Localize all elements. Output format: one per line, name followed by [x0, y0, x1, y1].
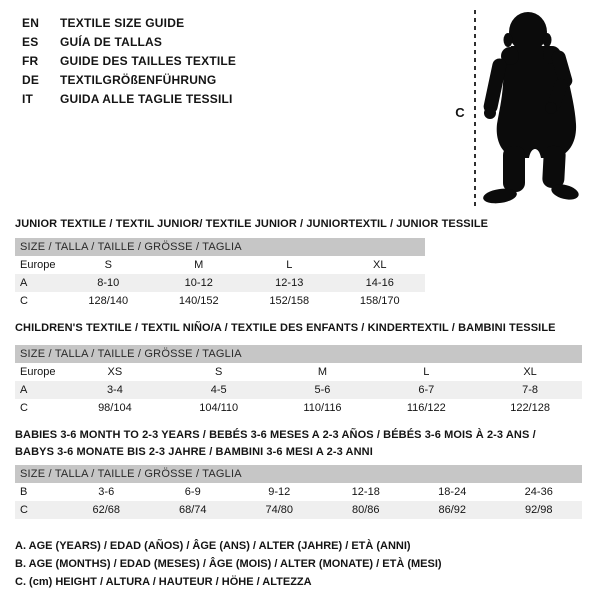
legend [15, 537, 442, 591]
table-cell: 6-7 [418, 384, 435, 396]
language-label: GUIDA ALLE TAGLIE TESSILI [60, 91, 233, 106]
language-code: DE [22, 72, 40, 87]
table-cell: 4-5 [210, 384, 227, 396]
row-label: C [20, 402, 28, 414]
table-cell: 86/92 [438, 504, 467, 516]
section-title-babies-line1: BABIES 3-6 MONTH TO 2-3 YEARS / BEBÉS 3-6 MESES A 2-3 AÑOS / BÉBÉS 3-6 MOIS À 2-3 ANS / [15, 429, 536, 441]
table-cell: 3-4 [106, 384, 123, 396]
language-label: TEXTILGRÖßENFÜHRUNG [60, 72, 217, 87]
table-cell: 24-36 [524, 486, 553, 498]
table-cell: 7-8 [522, 384, 539, 396]
language-code: IT [22, 91, 34, 106]
table-cell: 18-24 [438, 486, 467, 498]
language-code: EN [22, 15, 40, 30]
section-title-babies [15, 427, 536, 461]
table-row [15, 399, 582, 417]
table-cell: 3-6 [98, 486, 115, 498]
table-header-bar: SIZE / TALLA / TAILLE / GRÖSSE / TAGLIA [15, 238, 425, 256]
table-cell: 14-16 [365, 277, 394, 289]
table-cell: 8-10 [97, 277, 120, 289]
table-row [15, 256, 425, 274]
table-cell: 5-6 [314, 384, 331, 396]
table-cell: L [423, 366, 430, 378]
table-cell: 10-12 [184, 277, 213, 289]
table-cell: 140/152 [178, 295, 219, 307]
table-cell: 122/128 [510, 402, 550, 414]
section-title-children: CHILDREN'S TEXTILE / TEXTIL NIÑO/A / TEXTILE DES ENFANTS / KINDERTEXTIL / BAMBINI TESSILE [15, 322, 556, 334]
table-cell: M [317, 366, 328, 378]
size-table-junior [15, 238, 425, 310]
table-cell: S [215, 366, 223, 378]
row-label: C [20, 504, 28, 516]
language-list [22, 13, 236, 108]
table-cell: 110/116 [303, 402, 342, 414]
table-header-bar: SIZE / TALLA / TAILLE / GRÖSSE / TAGLIA [15, 465, 582, 483]
row-label: Europe [20, 259, 56, 271]
language-item [22, 13, 236, 32]
table-row [15, 501, 582, 519]
table-cell: M [194, 259, 204, 271]
language-code: ES [22, 34, 39, 49]
table-cell: 12-13 [275, 277, 304, 289]
measure-label-c: C [455, 105, 465, 120]
size-table-children [15, 345, 582, 417]
table-row [15, 381, 582, 399]
row-label: A [20, 384, 28, 396]
table-row [15, 363, 582, 381]
row-label: B [20, 486, 28, 498]
table-cell: 74/80 [265, 504, 294, 516]
table-cell: 158/170 [359, 295, 400, 307]
baby-silhouette-icon [483, 8, 600, 207]
section-title-junior: JUNIOR TEXTILE / TEXTIL JUNIOR/ TEXTILE JUNIOR / JUNIORTEXTIL / JUNIOR TESSILE [15, 218, 489, 230]
table-cell: XL [523, 366, 537, 378]
table-cell: 92/98 [524, 504, 553, 516]
table-cell: 80/86 [351, 504, 380, 516]
table-row [15, 483, 582, 501]
table-header-bar: SIZE / TALLA / TAILLE / GRÖSSE / TAGLIA [15, 345, 582, 363]
language-label: GUIDE DES TAILLES TEXTILE [60, 53, 237, 68]
legend-line-b: B. AGE (MONTHS) / EDAD (MESES) / ÂGE (MOIS) / ALTER (MONATE) / ETÀ (MESI) [15, 558, 442, 570]
table-row [15, 292, 425, 310]
language-item [22, 89, 236, 108]
figure-baby-height [448, 6, 600, 210]
table-cell: 128/140 [88, 295, 129, 307]
table-cell: 68/74 [178, 504, 207, 516]
row-label: A [20, 277, 28, 289]
table-cell: 62/68 [92, 504, 121, 516]
language-item [22, 70, 236, 89]
section-title-babies-line2: BABYS 3-6 MONATE BIS 2-3 JAHRE / BAMBINI 3-6 MESI A 2-3 ANNI [15, 446, 373, 458]
table-cell: 12-18 [351, 486, 380, 498]
language-label: GUÍA DE TALLAS [60, 34, 163, 49]
table-cell: 6-9 [184, 486, 201, 498]
size-table-babies [15, 465, 582, 519]
table-cell: 98/104 [98, 402, 132, 414]
language-item [22, 32, 236, 51]
table-row [15, 274, 425, 292]
table-cell: S [104, 259, 112, 271]
row-label: Europe [20, 366, 56, 378]
table-cell: XL [373, 259, 387, 271]
language-item [22, 51, 236, 70]
height-measure-dashed-line [474, 10, 476, 208]
table-cell: 9-12 [268, 486, 291, 498]
row-label: C [20, 295, 28, 307]
legend-line-a: A. AGE (YEARS) / EDAD (AÑOS) / ÂGE (ANS) / ALTER (JAHRE) / ETÀ (ANNI) [15, 540, 411, 552]
table-cell: XS [107, 366, 123, 378]
language-code: FR [22, 53, 39, 68]
legend-line-c: C. (cm) HEIGHT / ALTURA / HAUTEUR / HÖHE / ALTEZZA [15, 576, 312, 588]
table-cell: L [286, 259, 293, 271]
language-label: TEXTILE SIZE GUIDE [60, 15, 185, 30]
table-cell: 104/110 [199, 402, 239, 414]
table-cell: 116/122 [406, 402, 446, 414]
table-cell: 152/158 [269, 295, 310, 307]
